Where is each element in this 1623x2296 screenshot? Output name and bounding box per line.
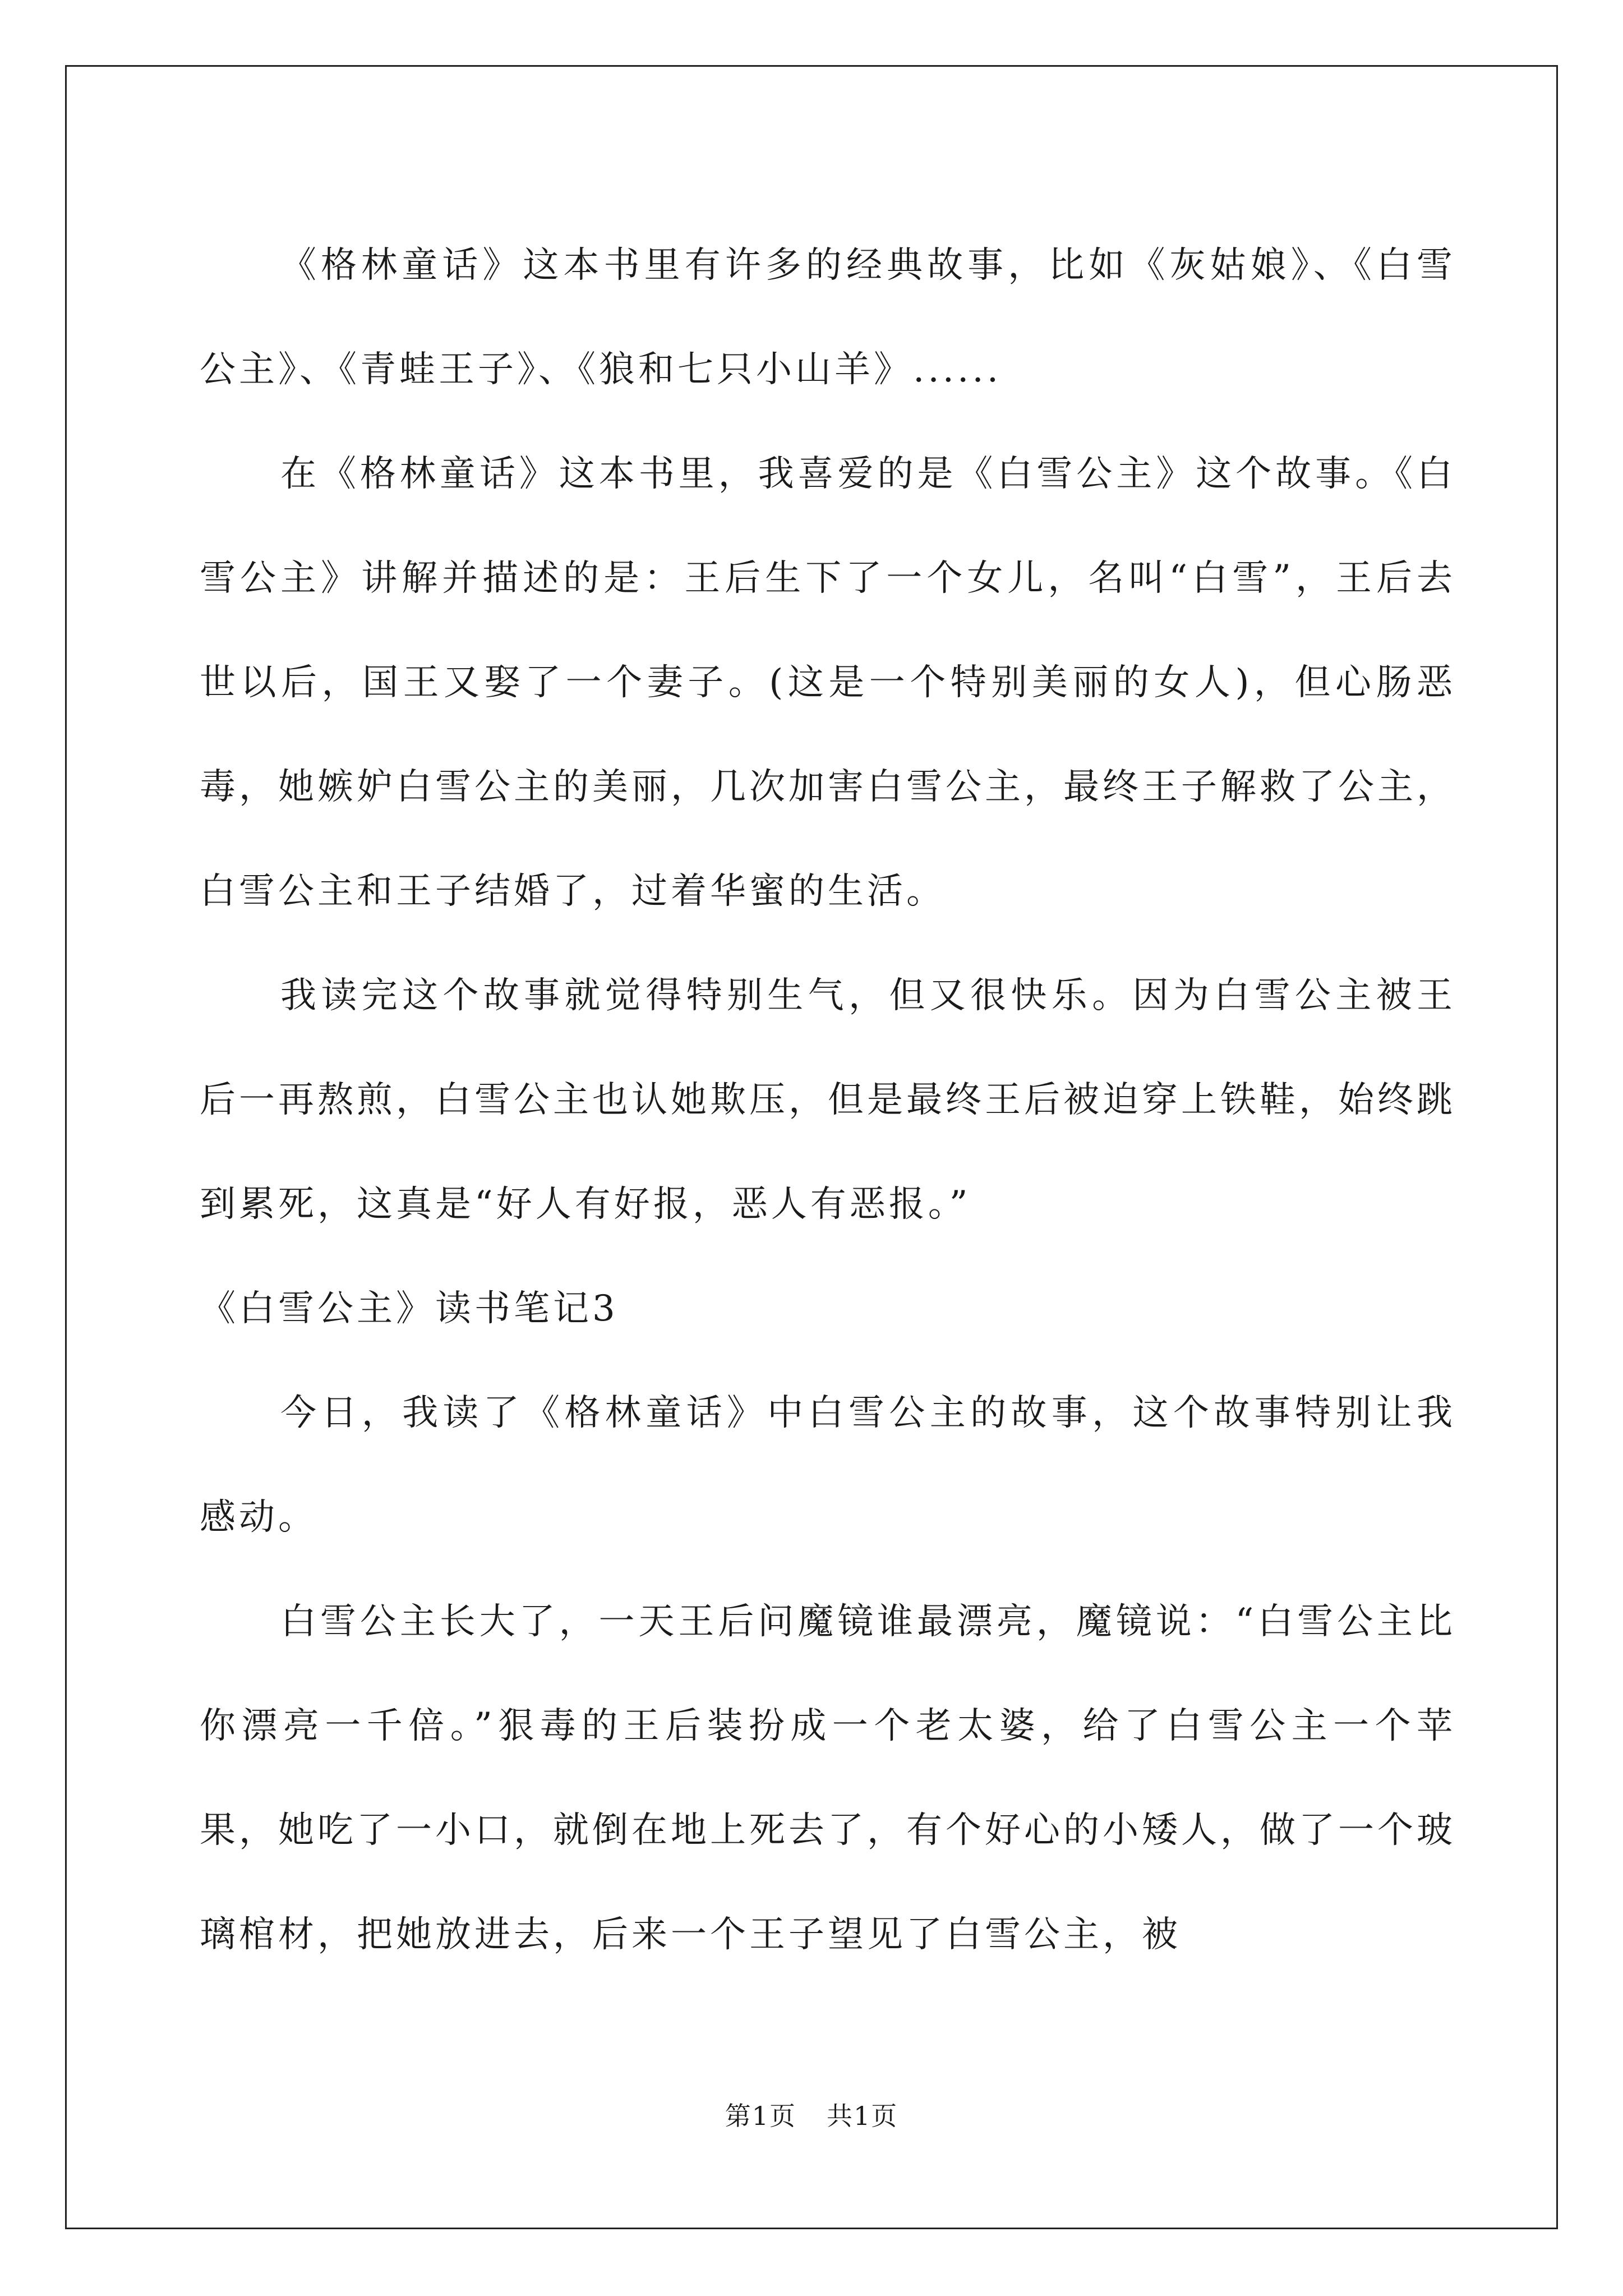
page-number: 第1页 (725, 2101, 796, 2131)
document-body (200, 213, 1456, 1987)
paragraph-intro: 《格林童话》这本书里有许多的经典故事，比如《灰姑娘》、《白雪公主》、《青蛙王子》、《狼和七只小山羊》...... (200, 245, 1456, 390)
page-footer (0, 2099, 1623, 2133)
section-heading: 《白雪公主》读书笔记3 (200, 1288, 619, 1329)
page-total: 共1页 (827, 2101, 898, 2131)
paragraph-today: 今日，我读了《格林童话》中白雪公主的故事，这个故事特别让我感动。 (200, 1392, 1456, 1538)
paragraph-reflection: 我读完这个故事就觉得特别生气，但又很快乐。因为白雪公主被王后一再熬煎，白雪公主也认她欺压，但是最终王后被迫穿上铁鞋，始终跳到累死，这真是“好人有好报，恶人有恶报。” (200, 975, 1456, 1225)
paragraph-story: 白雪公主长大了，一天王后问魔镜谁最漂亮，魔镜说：“白雪公主比你漂亮一千倍。”狠毒的王后装扮成一个老太婆，给了白雪公主一个苹果，她吃了一小口，就倒在地上死去了，有个好心的小矮人，做了一个玻璃棺材，把她放进去，后来一个王子望见了白雪公主，被 (200, 1601, 1456, 1955)
paragraph-summary: 在《格林童话》这本书里，我喜爱的是《白雪公主》这个故事。《白雪公主》讲解并描述的是：王后生下了一个女儿，名叫“白雪”，王后去世以后，国王又娶了一个妻子。(这是一个特别美丽的女人)，但心肠恶毒，她嫉妒白雪公主的美丽，几次加害白雪公主，最终王子解救了公主，白雪公主和王子结婚了，过着华蜜的生活。 (200, 453, 1456, 912)
